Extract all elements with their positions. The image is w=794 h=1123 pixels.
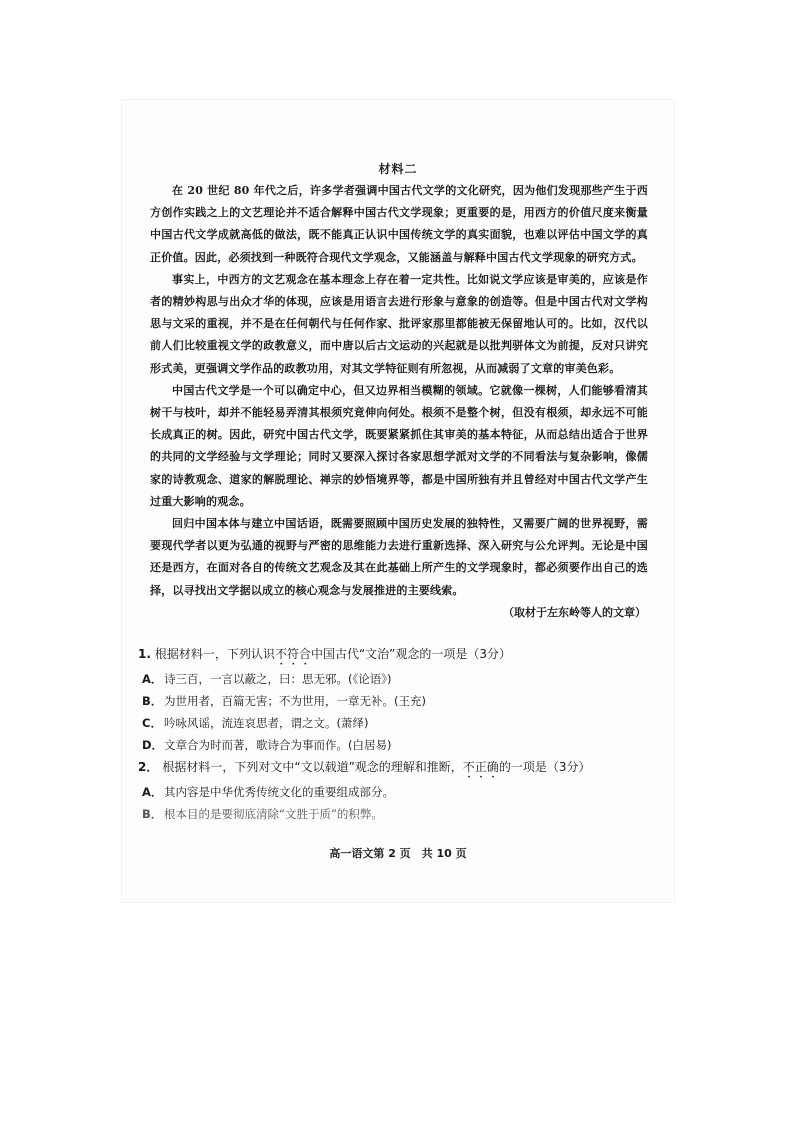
stem-text: 中国古代“文治”观念的一项是（3分） [310, 647, 512, 661]
exam-page [122, 100, 674, 902]
question-number: 1. [138, 647, 151, 661]
question-1 [138, 643, 658, 756]
passage-paragraph: 在 20 世纪 80 年代之后，许多学者强调中国古代文学的文化研究，因为他们发现那些产生于西方创作实践之上的文艺理论并不适合解释中国古代文学现象；更重要的是，用西方的价值尺度来衡量中国古代文学成就高低的做法，既不能真正认识中国传统文学的真实面貌，也难以评估中国文学的真正价值。因此，必须找到一种既符合现代文学观念，又能涵盖与解释中国古代文学现象的研究方式。 [150, 184, 648, 264]
passage-paragraph: 事实上，中西方的文艺观念在基本理念上存在着一定共性。比如说文学应该是审美的，应该是作者的精妙构思与出众才华的体现，应该是用语言去进行形象与意象的创造等。但是中国古代对文学构思与文采的重视，并不是在任何朝代与任何作家、批评家那里都能被无保留地认可的。比如，汉代以前人们比较重视文学的政教意义，而中唐以后古文运动的兴起就是以批判骈体文为前提，反对只讲究形式美，更强调文学作品的政教功用，对其文学特征则有所忽视，从而减弱了文章的审美色彩。 [150, 272, 648, 375]
option-b [138, 803, 658, 825]
option-c [138, 712, 658, 734]
stem-text: 根据材料一，下列对文中“文以载道”观念的理解和推断， [162, 760, 463, 774]
option-label: B． [142, 694, 163, 708]
option-text: 文章合为时而著，歌诗合为事而作。(白居易) [164, 738, 392, 752]
question-stem [138, 756, 658, 781]
passage-source: （取材于左东岭等人的文章） [503, 605, 646, 619]
question-list [138, 643, 658, 825]
material-title: 材料二 [378, 162, 418, 176]
stem-emphasis: 不正确 [462, 760, 499, 774]
stem-text: 根据材料一，下列认识 [154, 647, 275, 661]
option-label: D． [142, 738, 164, 752]
passage-paragraph: 回归中国本体与建立中国话语，既需要照顾中国历史发展的独特性，又需要广阔的世界视野，需要现代学者以更为弘通的视野与严密的思维能力去进行重新选择、深入研究与公允评判。无论是中国还是西方，在面对各自的传统文艺观念及其在此基础上所产生的文学现象时，都必须要作出自己的选择，以寻找出文学据以成立的核心观念与发展推进的主要线索。 [150, 517, 648, 597]
option-d [138, 734, 658, 756]
option-b [138, 690, 658, 712]
passage [150, 180, 648, 624]
page-footer: 高一语文第 2 页 共 10 页 [329, 847, 467, 860]
option-a [138, 781, 658, 803]
stem-text: 的一项是（3分） [498, 760, 591, 774]
option-label: C． [142, 716, 162, 730]
option-label: A． [142, 785, 163, 799]
question-number: 2． [138, 760, 159, 774]
question-2 [138, 756, 658, 825]
option-label: B． [142, 807, 163, 821]
option-text: 根本目的是要彻底清除“文胜于质”的积弊。 [164, 807, 383, 821]
option-text: 为世用者，百篇无害；不为世用，一章无补。(王充) [164, 694, 426, 708]
passage-paragraph: 中国古代文学是一个可以确定中心，但又边界相当模糊的领域。它就像一棵树，人们能够看清其树干与枝叶，却并不能轻易弄清其根须究竟伸向何处。根须不是整个树，但没有根须，却永远不可能长成真正的树。因此，研究中国古代文学，既要紧紧抓住其审美的基本特征，从而总结出适合于世界的共同的文学经验与文学理论；同时又要深入探讨各家思想学派对文学的不同看法与复杂影响，像儒家的诗教观念、道家的解脱理论、禅宗的妙悟境界等，都是中国所独有并且曾经对中国古代文学产生过重大影响的观念。 [150, 383, 648, 508]
stem-emphasis: 不符合 [274, 647, 311, 661]
option-text: 诗三百，一言以蔽之，曰：思无邪。(《论语》) [164, 672, 392, 686]
option-text: 吟咏风谣，流连哀思者，谓之文。(萧绎) [164, 716, 369, 730]
option-text: 其内容是中华优秀传统文化的重要组成部分。 [164, 785, 394, 799]
option-a [138, 668, 658, 690]
question-stem [138, 643, 658, 668]
option-label: A． [142, 672, 163, 686]
